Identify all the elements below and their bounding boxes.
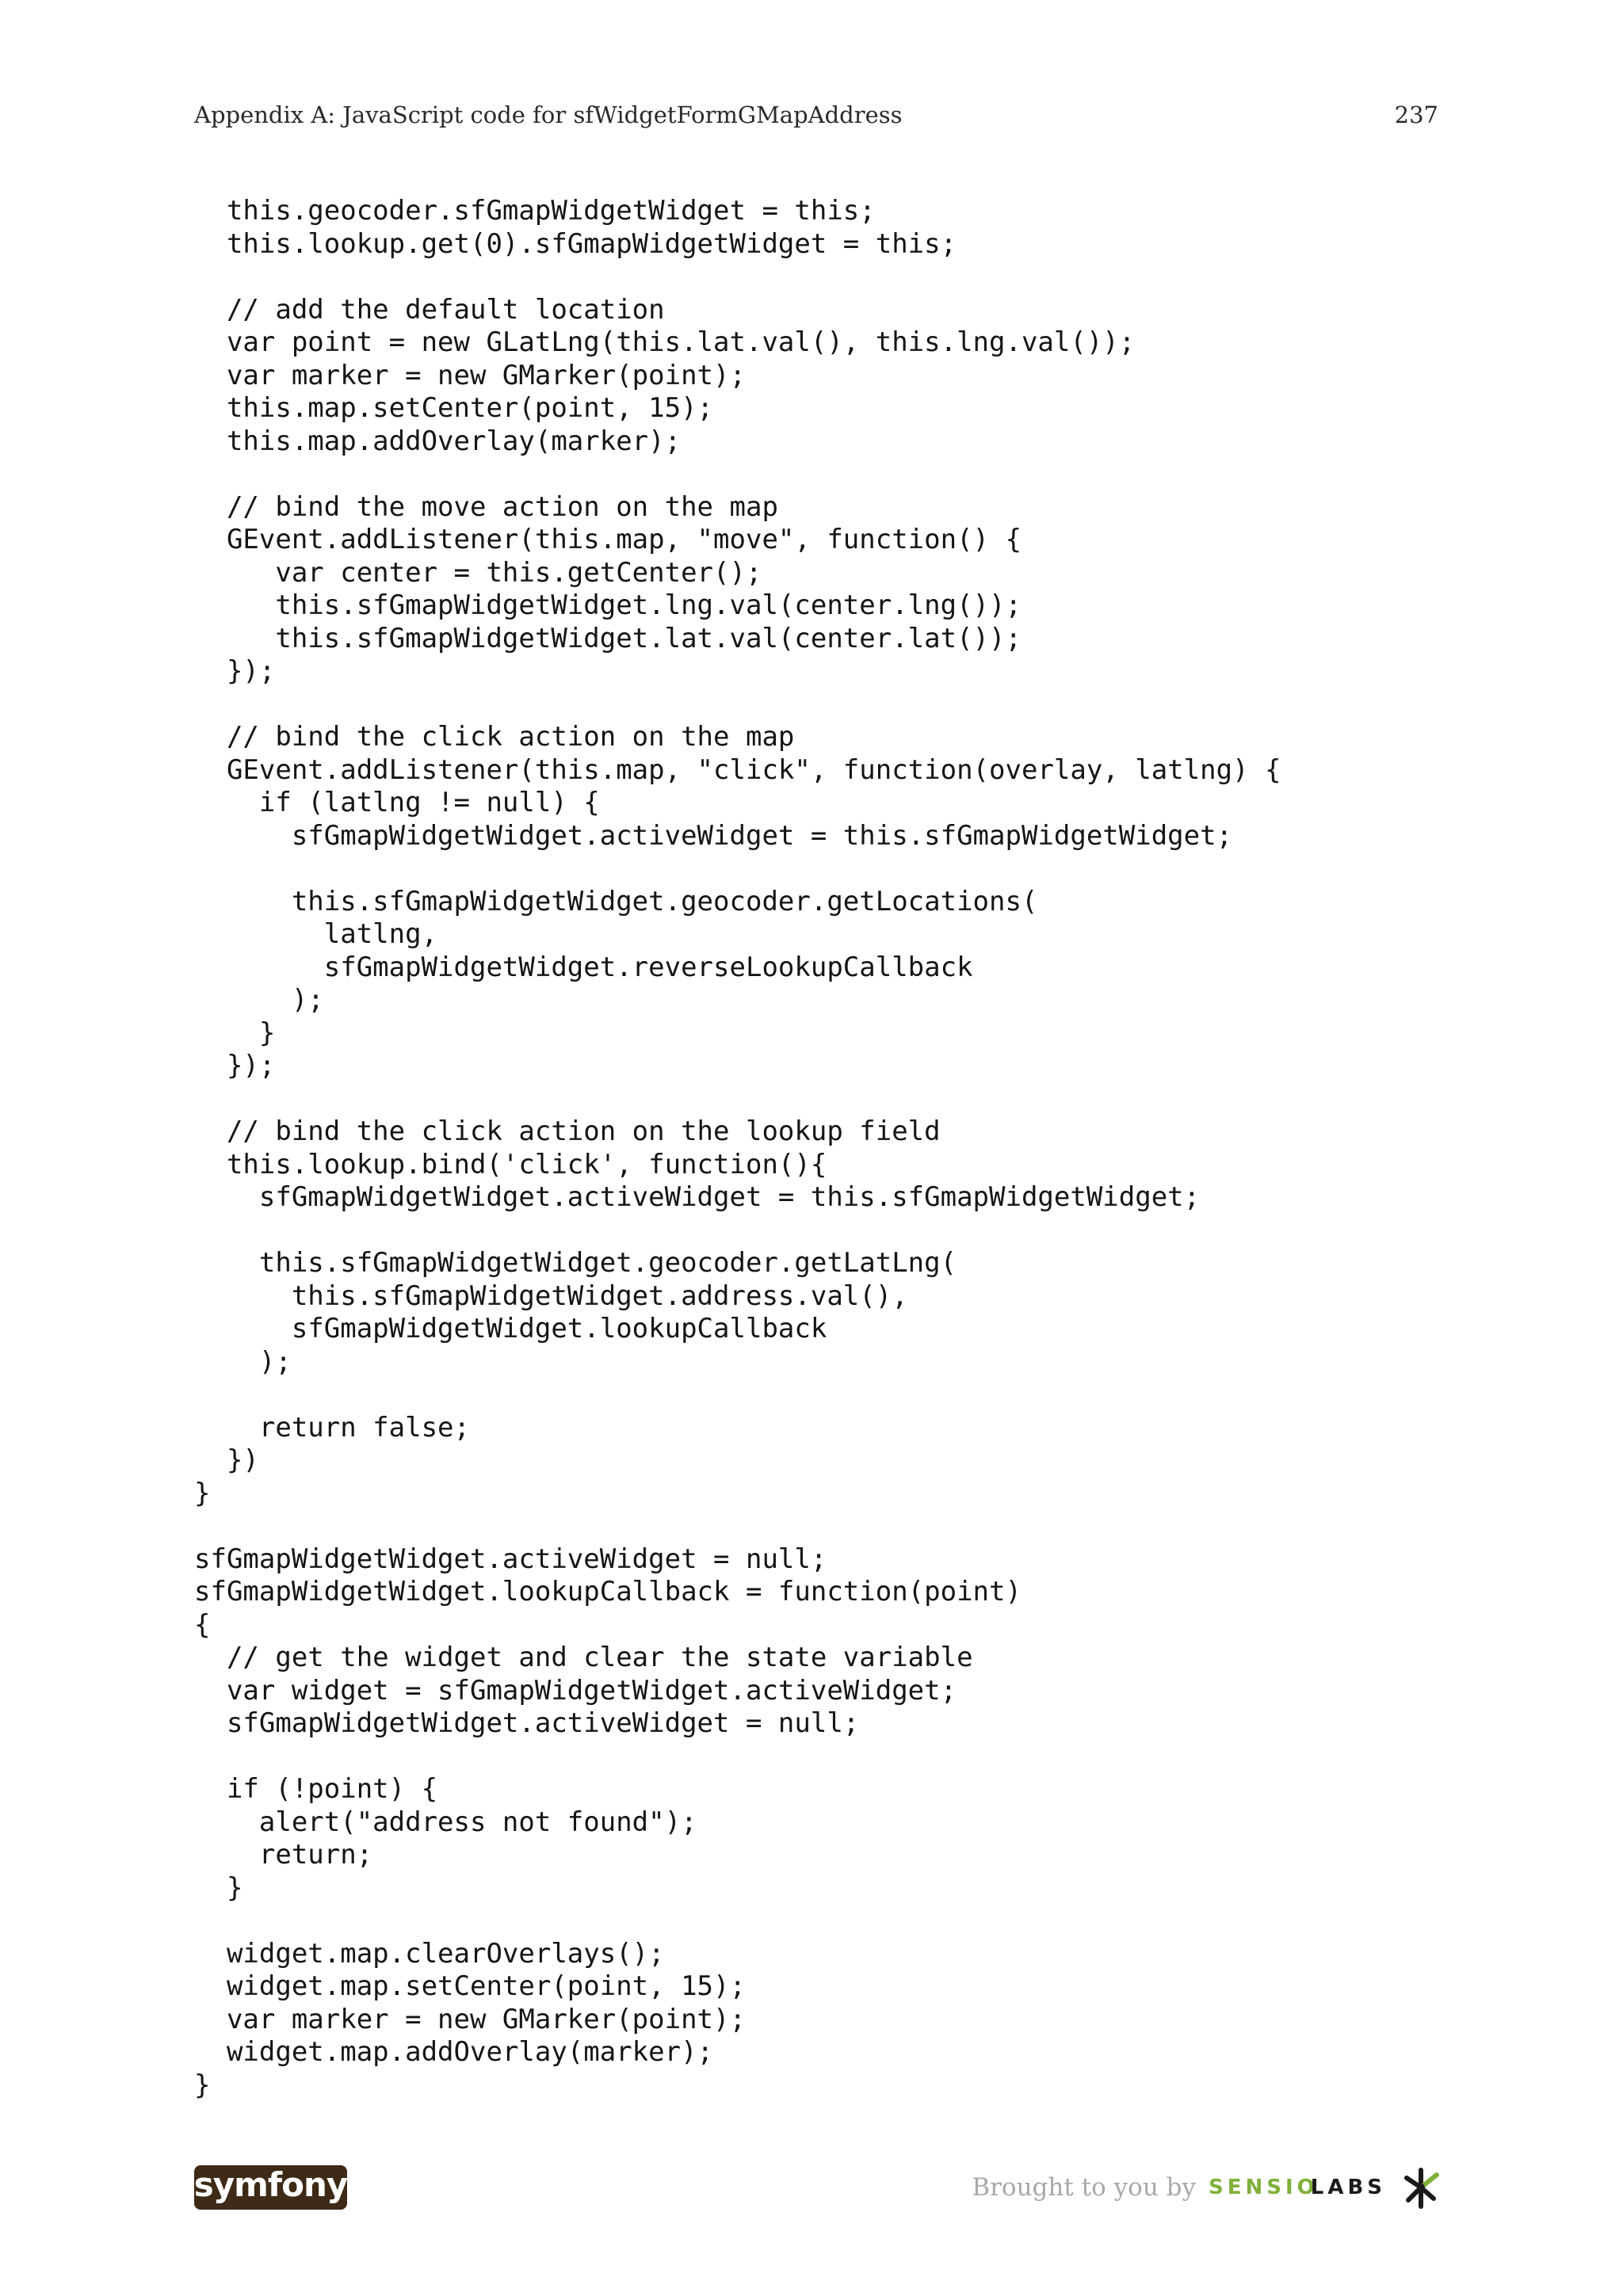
code-line: this.sfGmapWidgetWidget.lat.val(center.lat()); xyxy=(194,622,1022,654)
code-line: return; xyxy=(194,1839,373,1871)
code-line: sfGmapWidgetWidget.activeWidget = null; xyxy=(194,1543,827,1575)
code-line: { xyxy=(194,1608,211,1641)
code-line: var marker = new GMarker(point); xyxy=(194,2003,746,2035)
code-line: // bind the click action on the lookup field xyxy=(194,1116,941,1147)
symfony-logo-text: symfony xyxy=(193,2165,348,2204)
code-line: GEvent.addListener(this.map, "move", function() { xyxy=(194,524,1022,555)
symfony-logo xyxy=(194,2165,347,2210)
code-line: } xyxy=(194,1477,211,1509)
code-line: }); xyxy=(194,1050,276,1081)
code-line xyxy=(194,1905,1281,1938)
code-line: ); xyxy=(194,984,324,1016)
code-line: this.lookup.bind('click', function(){ xyxy=(194,1148,827,1180)
code-line: // get the widget and clear the state variable xyxy=(194,1642,973,1673)
code-line xyxy=(194,261,1281,294)
code-line: this.sfGmapWidgetWidget.address.val(), xyxy=(194,1280,908,1312)
code-line: sfGmapWidgetWidget.reverseLookupCallback xyxy=(194,951,973,983)
code-line: latlng, xyxy=(194,918,438,950)
code-line: this.sfGmapWidgetWidget.geocoder.getLatLng( xyxy=(194,1247,957,1279)
brand-part-sensio: SENSIO xyxy=(1209,2176,1319,2199)
code-line: this.map.addOverlay(marker); xyxy=(194,425,682,457)
code-listing xyxy=(194,195,1281,2102)
code-line: var center = this.getCenter(); xyxy=(194,556,762,589)
code-line: widget.map.addOverlay(marker); xyxy=(194,2036,714,2068)
code-line xyxy=(194,1083,1281,1116)
code-line: }); xyxy=(194,655,276,687)
brand-part-labs: LABS xyxy=(1310,2176,1386,2199)
code-line xyxy=(194,458,1281,491)
code-line: var widget = sfGmapWidgetWidget.activeWidget; xyxy=(194,1674,957,1707)
code-line xyxy=(194,1215,1281,1248)
code-line xyxy=(194,1379,1281,1412)
code-line: widget.map.clearOverlays(); xyxy=(194,1937,665,1970)
code-line: return false; xyxy=(194,1411,470,1444)
code-line: this.map.setCenter(point, 15); xyxy=(194,392,714,424)
code-line: this.lookup.get(0).sfGmapWidgetWidget = this; xyxy=(194,227,957,260)
sensiolabs-wordmark xyxy=(1209,2176,1386,2199)
code-line xyxy=(194,1741,1281,1774)
code-line: // add the default location xyxy=(194,293,665,326)
code-line: sfGmapWidgetWidget.activeWidget = this.sfGmapWidgetWidget; xyxy=(194,819,1233,852)
code-line: if (!point) { xyxy=(194,1773,438,1805)
code-line: sfGmapWidgetWidget.lookupCallback = function(point) xyxy=(194,1576,1022,1608)
code-line: // bind the move action on the map xyxy=(194,490,778,523)
brought-to-you-text: Brought to you by xyxy=(972,2173,1197,2202)
code-line: } xyxy=(194,1871,243,1904)
code-line: ); xyxy=(194,1345,292,1378)
code-line xyxy=(194,852,1281,886)
code-line: }) xyxy=(194,1444,259,1476)
code-line: var point = new GLatLng(this.lat.val(), this.lng.val()); xyxy=(194,326,1136,358)
page-header xyxy=(194,95,1438,135)
code-line: this.sfGmapWidgetWidget.lng.val(center.lng()); xyxy=(194,589,1022,621)
page-number: 237 xyxy=(1394,101,1438,128)
code-line: alert("address not found"); xyxy=(194,1806,697,1838)
code-line: this.sfGmapWidgetWidget.geocoder.getLocations( xyxy=(194,885,1038,917)
code-line: } xyxy=(194,2069,211,2101)
code-line: sfGmapWidgetWidget.lookupCallback xyxy=(194,1313,827,1344)
code-line: sfGmapWidgetWidget.activeWidget = this.sfGmapWidgetWidget; xyxy=(194,1181,1201,1213)
code-line xyxy=(194,1510,1281,1543)
header-title: Appendix A: JavaScript code for sfWidgetFormGMapAddress xyxy=(194,101,903,128)
code-line: sfGmapWidgetWidget.activeWidget = null; xyxy=(194,1707,860,1739)
code-line: var marker = new GMarker(point); xyxy=(194,359,746,391)
code-line: // bind the click action on the map xyxy=(194,721,795,753)
code-line xyxy=(194,688,1281,722)
code-line: GEvent.addListener(this.map, "click", function(overlay, latlng) { xyxy=(194,753,1281,786)
code-line: if (latlng != null) { xyxy=(194,787,600,818)
footer-credit xyxy=(972,2160,1445,2215)
code-line: this.geocoder.sfGmapWidgetWidget = this; xyxy=(194,195,876,227)
code-line: widget.map.setCenter(point, 15); xyxy=(194,1970,746,2002)
sensiolabs-star-icon xyxy=(1397,2164,1445,2211)
code-line: } xyxy=(194,1016,276,1049)
